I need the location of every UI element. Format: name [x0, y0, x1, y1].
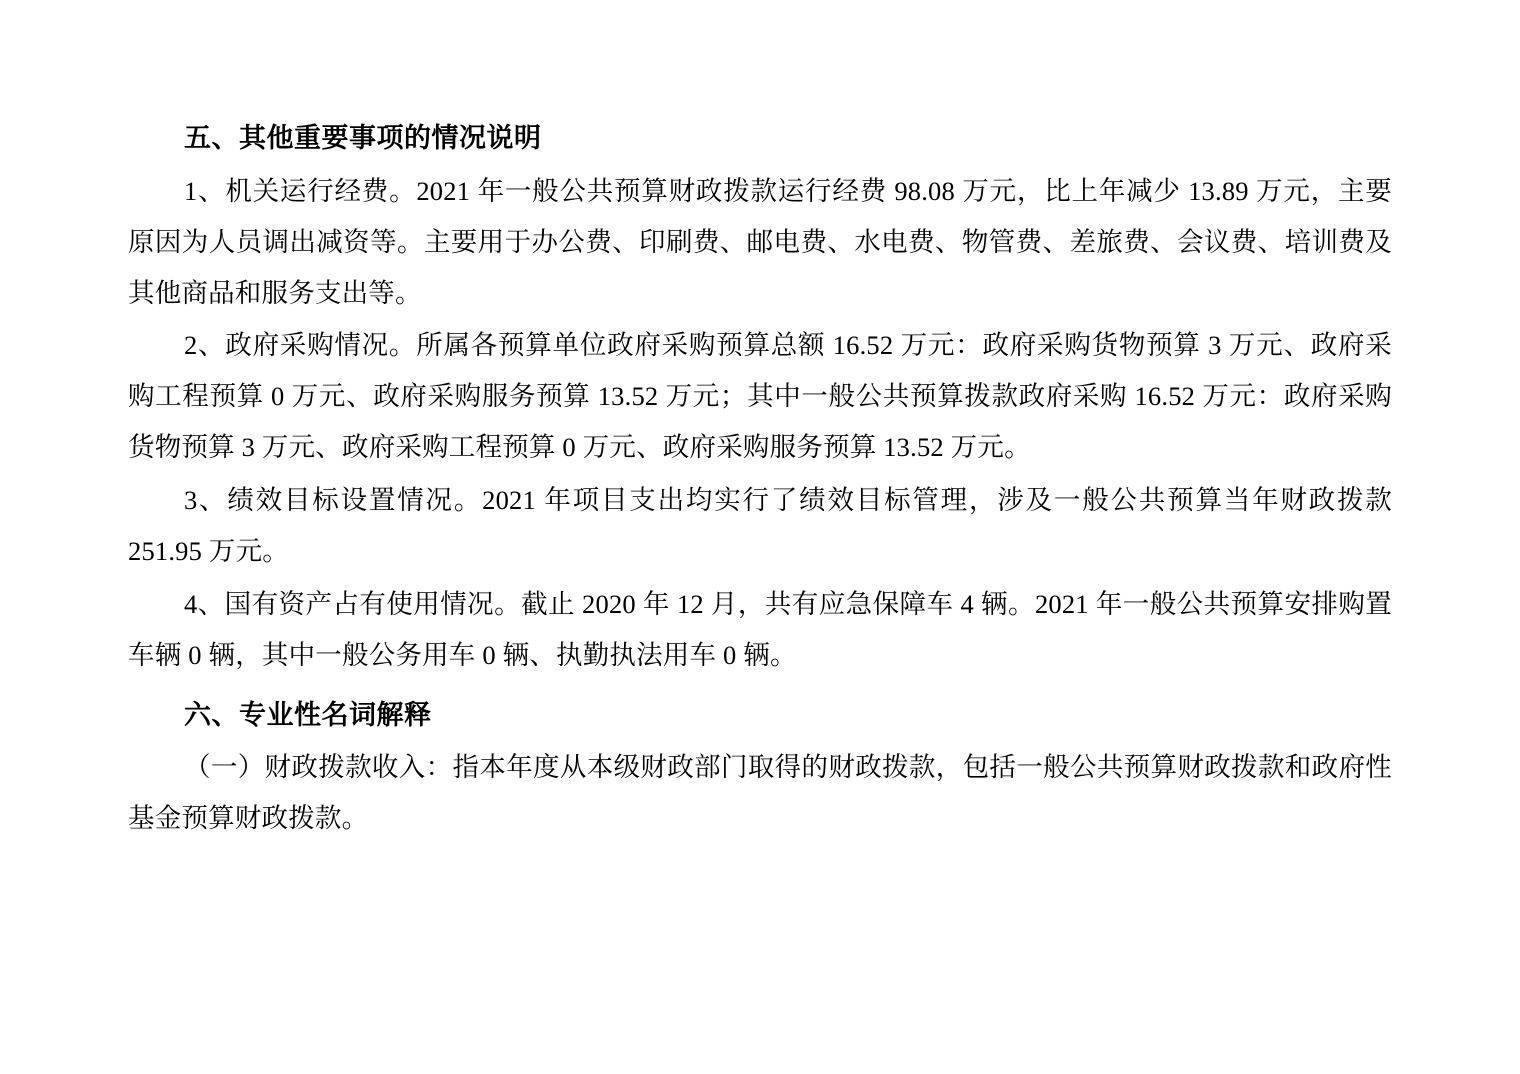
paragraph-agency-operating-expenses: 1、机关运行经费。2021 年一般公共预算财政拨款运行经费 98.08 万元，比上年减少 13.89 万元，主要原因为人员调出减资等。主要用于办公费、印刷费、邮电费、水电费、物管费、差旅费、会议费、培训费及其他商品和服务支出等。: [128, 175, 1392, 308]
paragraph-performance-targets: 3、绩效目标设置情况。2021 年项目支出均实行了绩效目标管理，涉及一般公共预算当年财政拨款 251.95 万元。: [128, 485, 1392, 566]
paragraph-fiscal-appropriation-income: （一）财政拨款收入：指本年度从本级财政部门取得的财政拨款，包括一般公共预算财政拨款和政府性基金预算财政拨款。: [128, 752, 1392, 834]
paragraph-government-procurement: 2、政府采购情况。所属各预算单位政府采购预算总额 16.52 万元：政府采购货物预算 3 万元、政府采购工程预算 0 万元、政府采购服务预算 13.52 万元；其中一般公共预算拨款政府采购 16.52 万元：政府采购货物预算 3 万元、政府采购工程预算 0 万元、政府采购服务预算 13.52 万元。: [128, 330, 1392, 463]
section-spacer: [128, 683, 1392, 695]
document-body: [128, 118, 1392, 844]
paragraph-state-owned-assets: 4、国有资产占有使用情况。截止 2020 年 12 月，共有应急保障车 4 辆。2021 年一般公共预算安排购置车辆 0 辆，其中一般公务用车 0 辆、执勤执法用车 0 辆。: [128, 588, 1392, 670]
section-heading-other-important-matters: 五、其他重要事项的情况说明: [184, 123, 542, 154]
section-heading-terminology: 六、专业性名词解释: [184, 699, 432, 731]
